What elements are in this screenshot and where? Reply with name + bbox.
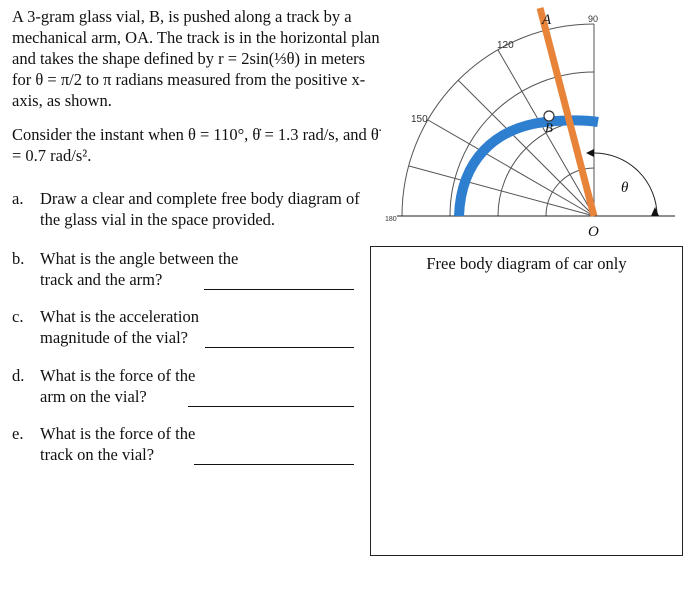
point-A-label: A [542, 12, 552, 28]
free-body-diagram-area[interactable] [370, 246, 683, 556]
theta-arrow-icon [586, 149, 594, 157]
question-text: What is the acceleration magnitude of the vial? [40, 307, 199, 347]
problem-intro: A 3-gram glass vial, B, is pushed along a track by a mechanical arm, OA. The track is in the horizontal plan and takes the shape defined by r = 2sin(⅓θ) in meters for θ = π/2 to π radians measured from the positive x-axis, as shown. [12, 7, 380, 110]
theta-label: θ [621, 180, 629, 196]
question-text: What is the force of the arm on the vial? [40, 366, 196, 406]
answer-blank-d[interactable] [188, 392, 354, 407]
question-letter: d. [12, 366, 25, 385]
question-text: What is the angle between the track and the arm? [40, 249, 239, 289]
tick-label-120: 120 [497, 40, 514, 51]
question-letter: c. [12, 307, 24, 326]
question-letter: b. [12, 249, 25, 268]
tick-label-150: 150 [411, 114, 428, 125]
question-letter: a. [12, 189, 24, 208]
answer-blank-c[interactable] [205, 333, 354, 348]
polar-track-figure [375, 0, 685, 240]
answer-blank-b[interactable] [204, 275, 354, 290]
origin-O-label: O [588, 224, 599, 240]
answer-blank-e[interactable] [194, 450, 354, 465]
track-curve [459, 121, 598, 217]
tick-label-90: 90 [588, 14, 599, 24]
problem-instant-conditions: Consider the instant when θ = 110°, θ̇ = 1.3 rad/s, and θ̈ = 0.7 rad/s². [12, 125, 379, 165]
question-text: What is the force of the track on the vial? [40, 424, 196, 464]
fbd-title: Free body diagram of car only [426, 254, 627, 273]
grid-line-165 [409, 166, 594, 216]
question-letter: e. [12, 424, 24, 443]
point-B-label: B [545, 120, 553, 135]
x-axis-arrow-icon [651, 207, 659, 216]
tick-label-180: 180 [385, 216, 397, 223]
question-text: Draw a clear and complete free body diagram of the glass vial in the space provided. [40, 189, 360, 229]
